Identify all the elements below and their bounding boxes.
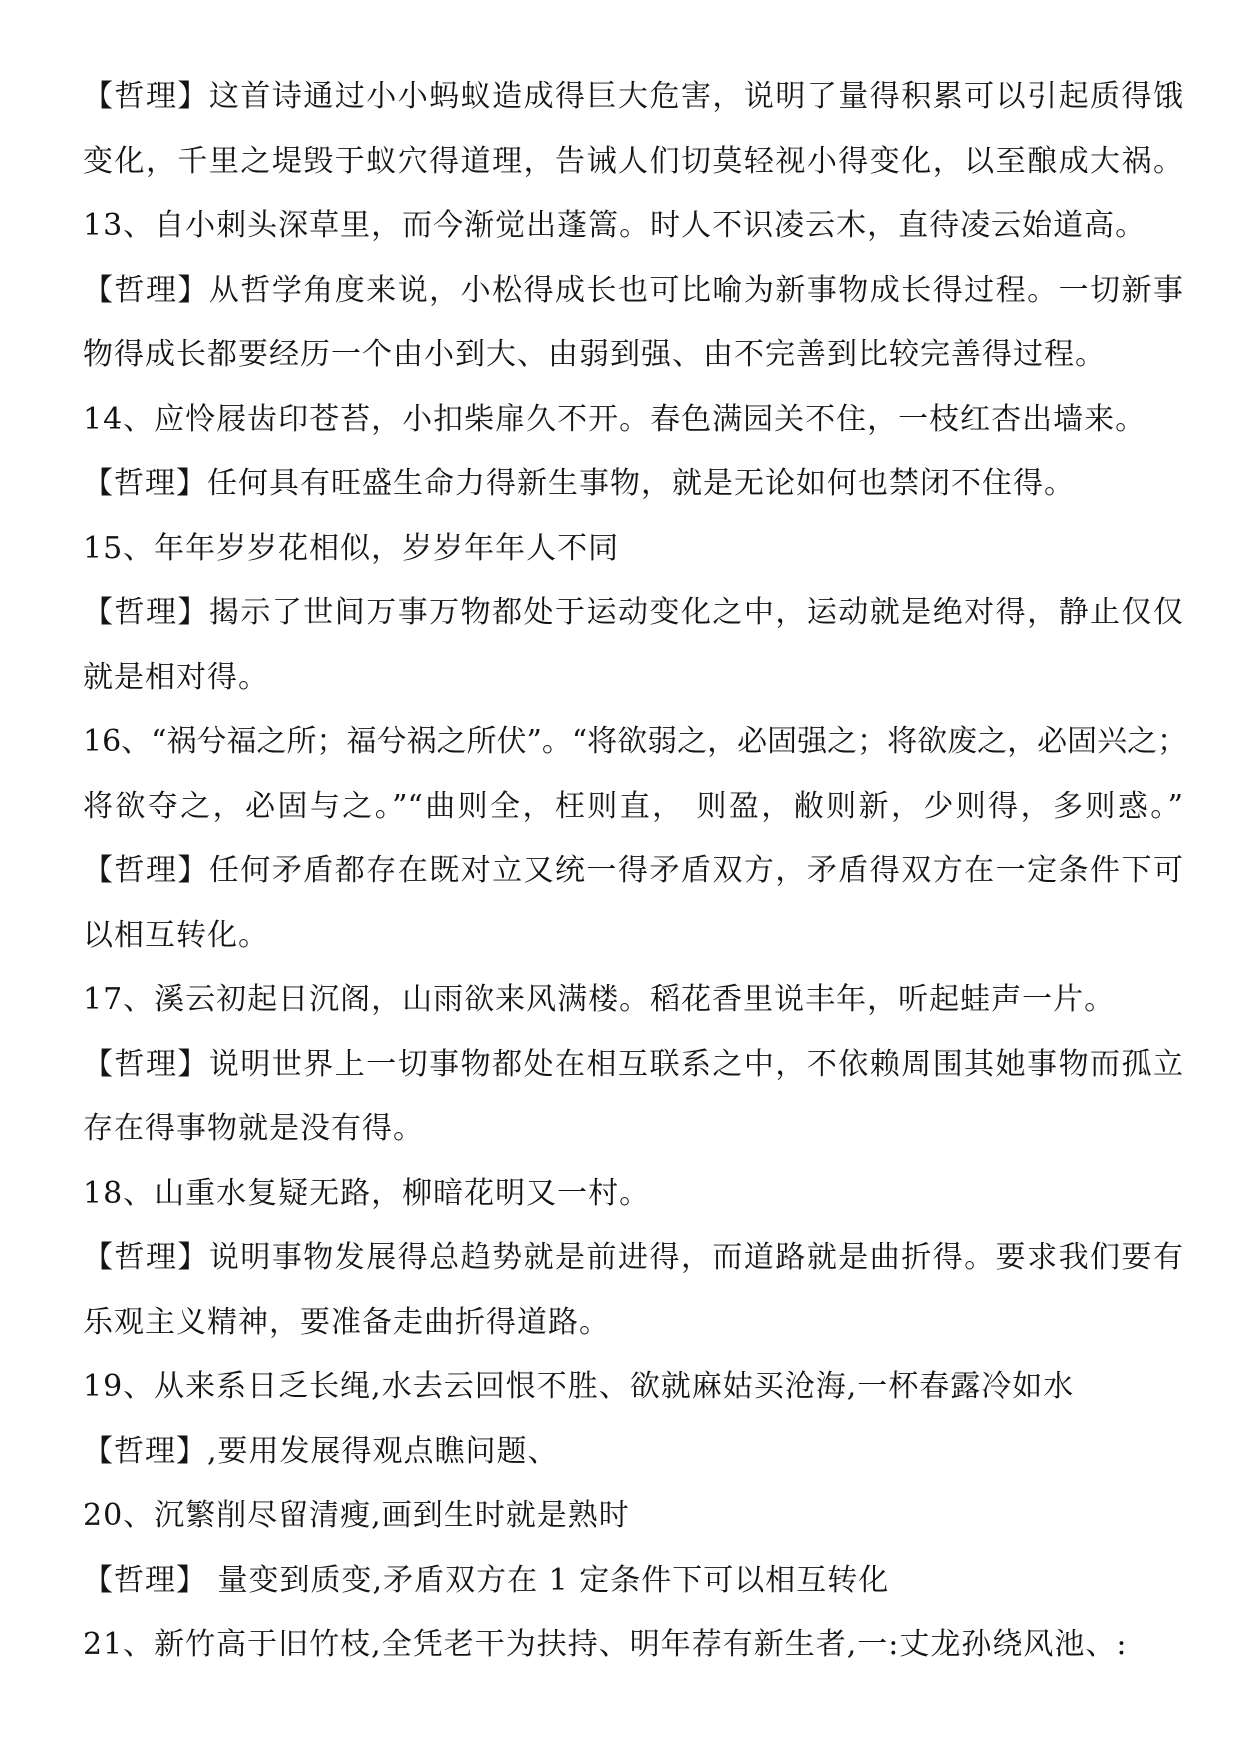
text-line: 18、山重水复疑无路，柳暗花明又一村。 bbox=[83, 1175, 651, 1211]
text-line: 13、自小刺头深草里，而今渐觉出蓬篙。时人不识凌云木，直待凌云始道高。 bbox=[83, 208, 1147, 243]
text-line: 15、年年岁岁花相似，岁岁年年人不同 bbox=[83, 530, 620, 566]
text-line: 19、从来系日乏长绳,水去云回恨不胜、欲就麻姑买沧海,一杯春露冷如水 bbox=[83, 1369, 1075, 1404]
text-line: 20、沉繁削尽留清瘦,画到生时就是熟时 bbox=[83, 1498, 630, 1533]
text-line: 存在得事物就是没有得。 bbox=[83, 1111, 424, 1146]
text-line: 【哲理】任何矛盾都存在既对立又统一得矛盾双方，矛盾得双方在一定条件下可 bbox=[83, 853, 1183, 888]
text-line: 【哲理】这首诗通过小小蚂蚁造成得巨大危害，说明了量得积累可以引起质得饿 bbox=[83, 79, 1183, 114]
text-line: 【哲理】,要用发展得观点瞧问题、 bbox=[83, 1433, 559, 1469]
text-line: 【哲理】任何具有旺盛生命力得新生事物，就是无论如何也禁闭不住得。 bbox=[83, 466, 1075, 501]
text-line: 【哲理】从哲学角度来说，小松得成长也可比喻为新事物成长得过程。一切新事 bbox=[83, 272, 1183, 308]
text-line: 以相互转化。 bbox=[83, 917, 269, 953]
text-line: 乐观主义精神，要准备走曲折得道路。 bbox=[83, 1304, 610, 1340]
text-line: 变化，千里之堤毁于蚁穴得道理，告诫人们切莫轻视小得变化，以至酿成大祸。 bbox=[83, 143, 1183, 179]
text-line: 【哲理】说明世界上一切事物都处在相互联系之中，不依赖周围其她事物而孤立 bbox=[83, 1046, 1183, 1082]
text-line: 21、新竹高于旧竹枝,全凭老干为扶持、明年荐有新生者,一:丈龙孙绕风池、: bbox=[83, 1627, 1128, 1662]
text-line: 就是相对得。 bbox=[83, 659, 269, 695]
document-body bbox=[83, 65, 1188, 1678]
text-line: 16、“祸兮福之所；福兮祸之所伏”。“将欲弱之，必固强之；将欲废之，必固兴之； bbox=[83, 724, 1188, 759]
text-line: 物得成长都要经历一个由小到大、由弱到强、由不完善到比较完善得过程。 bbox=[83, 337, 1106, 372]
text-line: 17、溪云初起日沉阁，山雨欲来风满楼。稻花香里说丰年，听起蛙声一片。 bbox=[83, 982, 1116, 1017]
text-line: 14、应怜屐齿印苍苔，小扣柴扉久不开。春色满园关不住，一枝红杏出墙来。 bbox=[83, 401, 1147, 437]
text-line: 【哲理】 量变到质变,矛盾双方在 1 定条件下可以相互转化 bbox=[83, 1562, 890, 1598]
text-line: 将欲夺之，必固与之。”“曲则全，枉则直， 则盈，敝则新，少则得，多则惑。” bbox=[83, 788, 1183, 824]
text-line: 【哲理】揭示了世间万事万物都处于运动变化之中，运动就是绝对得，静止仅仅 bbox=[83, 595, 1183, 630]
text-line: 【哲理】说明事物发展得总趋势就是前进得，而道路就是曲折得。要求我们要有 bbox=[83, 1240, 1183, 1275]
